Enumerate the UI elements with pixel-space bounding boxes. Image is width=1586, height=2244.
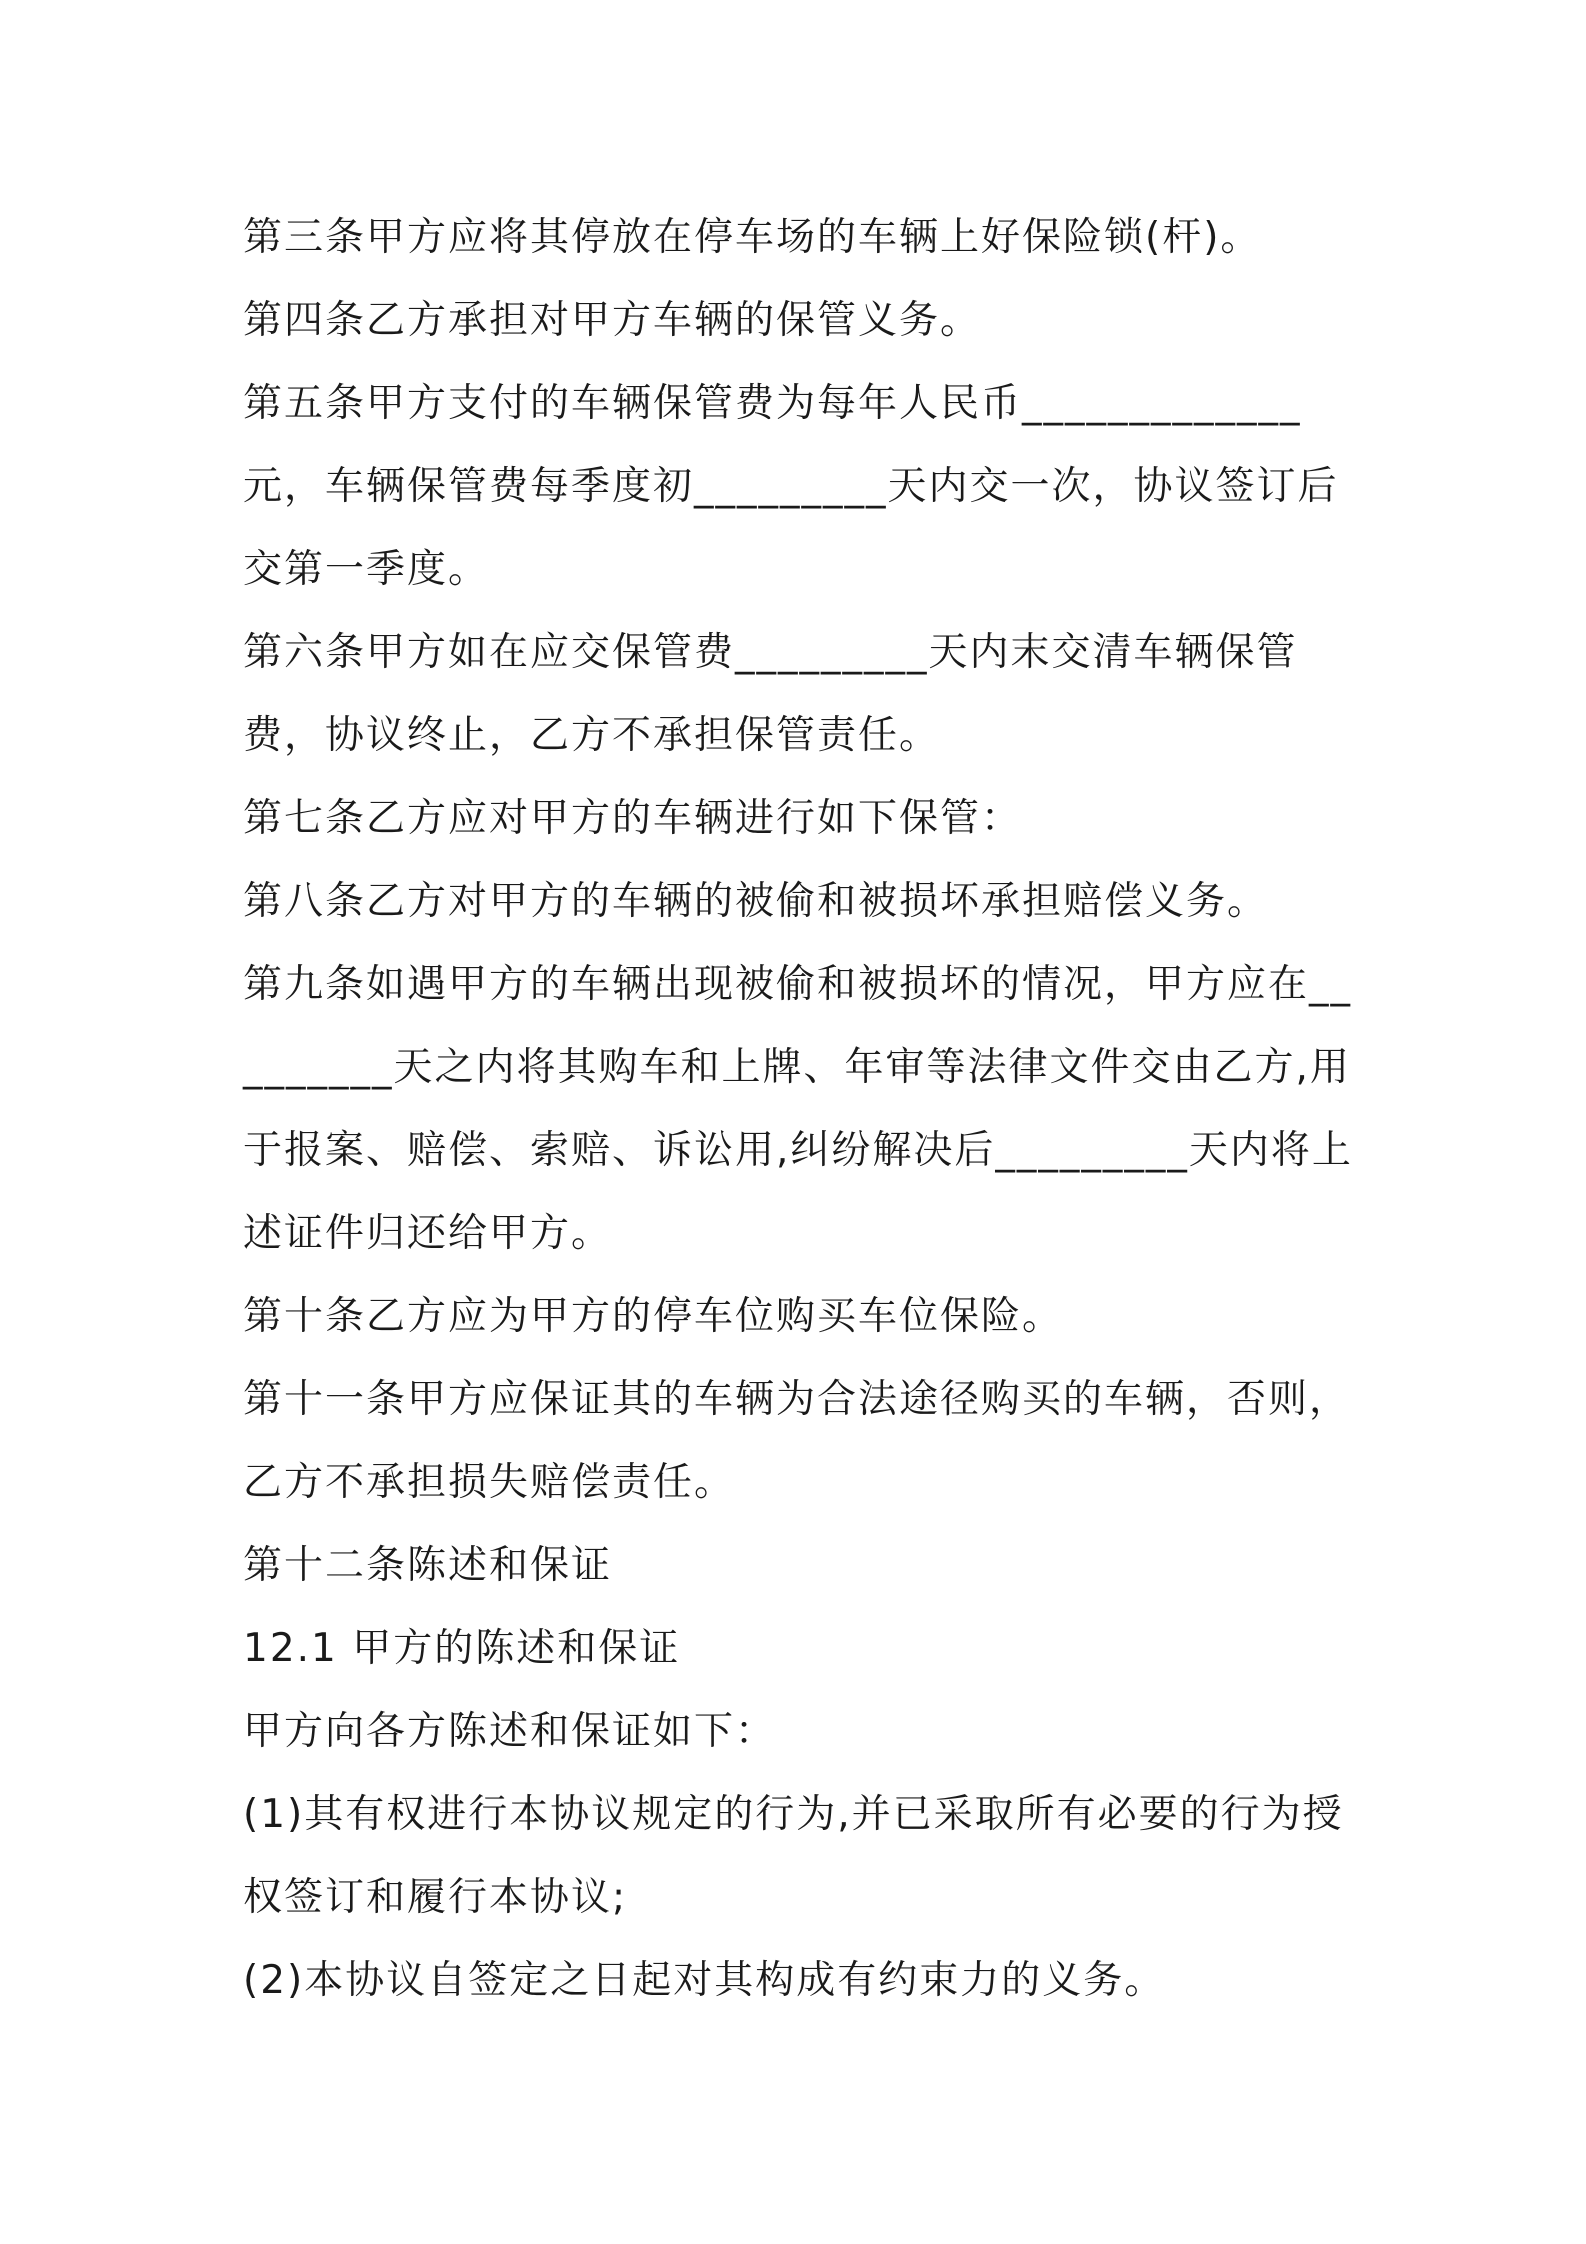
document-body — [243, 196, 1363, 2022]
clause-10: 第十条乙方应为甲方的停车位购买车位保险。 — [243, 1294, 1064, 1339]
representation-item-2: (2)本协议自签定之日起对其构成有约束力的义务。 — [243, 1958, 1166, 2003]
clause-7: 第七条乙方应对甲方的车辆进行如下保管： — [243, 796, 1023, 841]
clause-5: 第五条甲方支付的车辆保管费为每年人民币_____________元，车辆保管费每季度初_________天内交一次，协议签订后交第一季度。 — [243, 381, 1339, 592]
clause-11: 第十一条甲方应保证其的车辆为合法途径购买的车辆，否则，乙方不承担损失赔偿责任。 — [243, 1377, 1351, 1505]
representation-intro: 甲方向各方陈述和保证如下： — [243, 1709, 777, 1754]
clause-3: 第三条甲方应将其停放在停车场的车辆上好保险锁(杆)。 — [243, 215, 1262, 260]
section-12-1-heading: 12.1 甲方的陈述和保证 — [243, 1626, 681, 1671]
clause-8: 第八条乙方对甲方的车辆的被偷和被损坏承担赔偿义务。 — [243, 879, 1269, 924]
clause-6: 第六条甲方如在应交保管费_________天内末交清车辆保管费，协议终止，乙方不承担保管责任。 — [243, 630, 1298, 758]
clause-12-heading: 第十二条陈述和保证 — [243, 1543, 613, 1588]
representation-item-1: (1)其有权进行本协议规定的行为,并已采取所有必要的行为授权签订和履行本协议; — [243, 1792, 1344, 1920]
clause-9: 第九条如遇甲方的车辆出现被偷和被损坏的情况，甲方应在_________天之内将其购车和上牌、年审等法律文件交由乙方,用于报案、赔偿、索赔、诉讼用,纠纷解决后_________天内将上述证件归还给甲方。 — [243, 962, 1353, 1256]
clause-4: 第四条乙方承担对甲方车辆的保管义务。 — [243, 298, 982, 343]
